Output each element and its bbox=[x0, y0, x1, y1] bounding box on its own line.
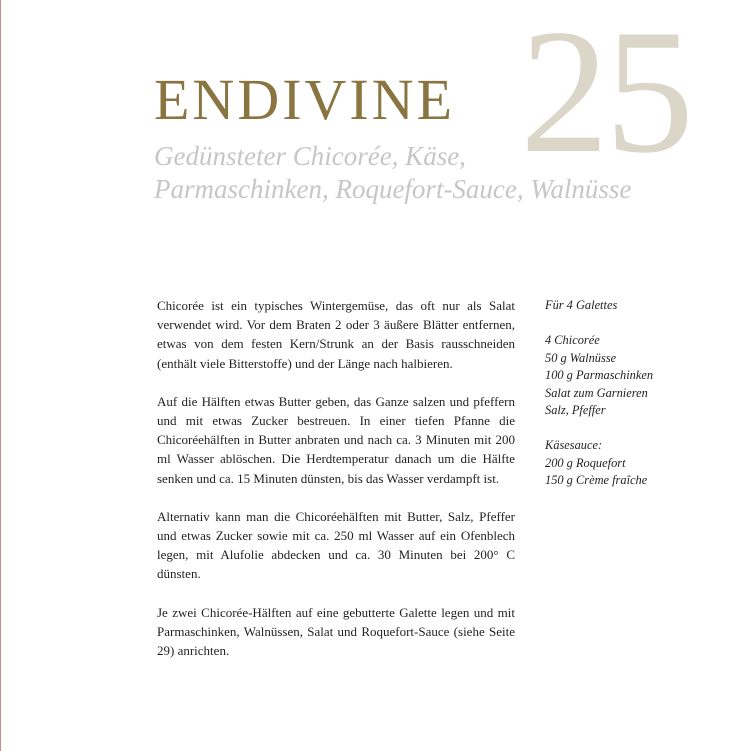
instructions bbox=[157, 296, 515, 679]
ingredient-item: Salat zum Garnieren bbox=[545, 385, 648, 400]
recipe-title: ENDIVINE bbox=[154, 67, 456, 132]
instruction-paragraph-3: Alternativ kann man die Chicoréehälften mit Butter, Salz, Pfeffer und etwas Zucker sowie mit ca. 250 ml Wasser auf ein Ofenblech legen, mit Alufolie abdecken und ca. 30 Minuten bei 200° C dünsten. bbox=[157, 508, 515, 582]
subtitle-line-1: Gedünsteter Chicorée, Käse, bbox=[154, 141, 466, 171]
sauce-item: 200 g Roquefort bbox=[545, 455, 626, 470]
recipe-subtitle bbox=[154, 140, 744, 206]
ingredient-item: Salz, Pfeffer bbox=[545, 403, 606, 417]
ingredients-list bbox=[545, 297, 735, 490]
subtitle-line-2: Parmaschinken, Roquefort-Sauce, Walnüsse bbox=[154, 174, 632, 204]
instruction-paragraph-1: Chicorée ist ein typisches Wintergemüse, das oft nur als Salat verwendet wird. Vor dem Braten 2 oder 3 äußere Blätter entfernen, etwas von dem festen Kern/Strunk an der Basis rausschneiden (enthält viele Bitterstoffe) und der Länge nach halbieren. bbox=[157, 298, 515, 371]
sauce-heading: Käsesauce: bbox=[545, 438, 603, 452]
instruction-paragraph-2: Auf die Hälften etwas Butter geben, das Ganze salzen und pfeffern und mit etwas Zucker bestreuen. In einer tiefen Pfanne die Chicoréehälften in Butter anbraten und nach ca. 3 Minuten mit 200 ml Wasser ablöschen. Die Herdtemperatur danach um die Hälfte senken und ca. 15 Minuten dünsten, bis das Wasser verdampft ist. bbox=[157, 393, 515, 486]
ingredient-item: 100 g Parmaschinken bbox=[545, 368, 654, 382]
page-number: 25 bbox=[520, 0, 690, 190]
sauce-item: 150 g Crème fraîche bbox=[545, 473, 648, 487]
instruction-paragraph-4: Je zwei Chicorée-Hälften auf eine gebutterte Galette legen und mit Parmaschinken, Walnüssen, Salat und Roquefort-Sauce (siehe Seite 29) anrichten. bbox=[157, 604, 515, 659]
ingredient-item: 4 Chicorée bbox=[545, 333, 600, 347]
ingredient-item: 50 g Walnüsse bbox=[545, 350, 617, 365]
page-edge-line bbox=[0, 0, 1, 751]
servings-label: Für 4 Galettes bbox=[545, 298, 618, 312]
